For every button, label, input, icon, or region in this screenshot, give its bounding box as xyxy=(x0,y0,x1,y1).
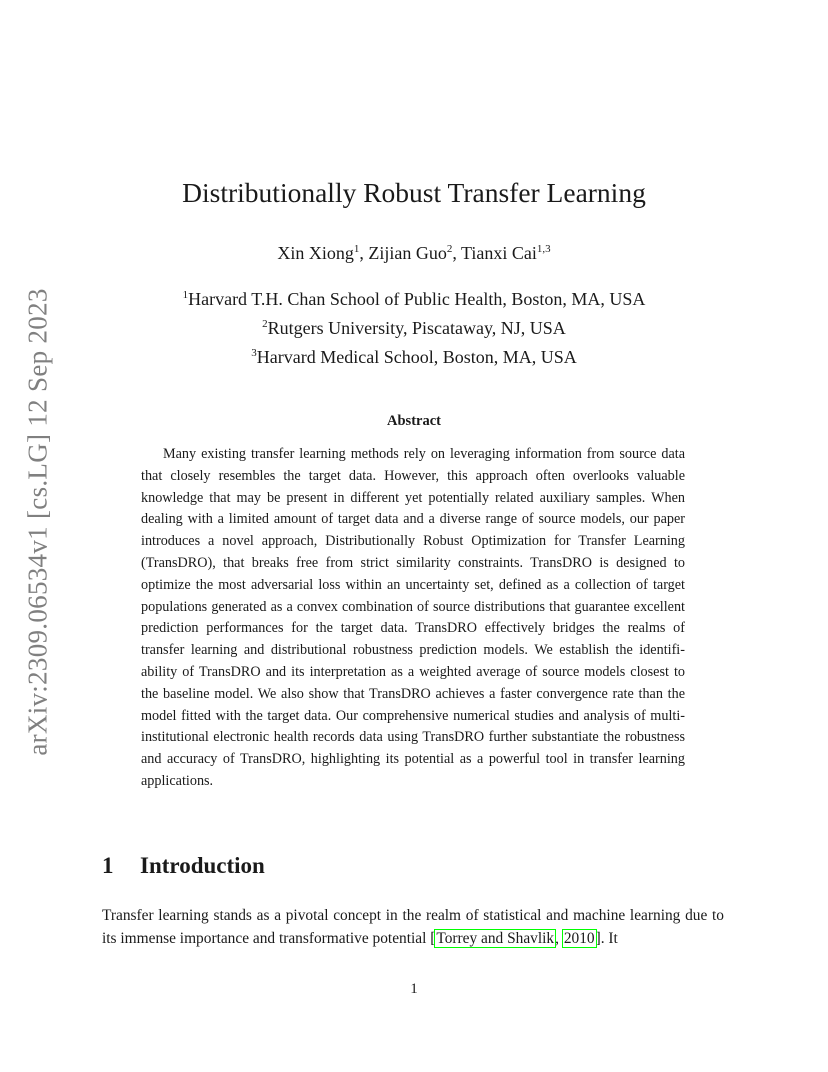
section-heading xyxy=(102,853,265,879)
affiliation-mark: 1 xyxy=(182,289,189,301)
author-separator: , xyxy=(359,243,369,263)
affiliation-line xyxy=(0,289,828,310)
page-number: 1 xyxy=(410,981,418,997)
section-title: Introduction xyxy=(140,853,265,878)
author-separator: , xyxy=(452,243,462,263)
abstract-heading: Abstract xyxy=(387,413,441,429)
affiliation-line xyxy=(0,318,828,339)
citation-separator: , xyxy=(555,930,563,947)
affiliation-mark: 3 xyxy=(251,347,257,359)
paragraph-text: Transfer learning stands as a pivotal concept in the realm of statistical and machine learning due to its immense importance and transformative potential [ xyxy=(102,907,724,947)
arxiv-identifier-stamp: arXiv:2309.06534v1 [cs.LG] 12 Sep 2023 xyxy=(22,288,53,756)
introduction-paragraph xyxy=(102,904,724,950)
affiliation-mark: 2 xyxy=(262,318,268,330)
affiliation-text: Harvard Medical School, Boston, MA, USA xyxy=(256,347,577,367)
affiliation-text: Harvard T.H. Chan School of Public Health, Boston, MA, USA xyxy=(188,289,646,309)
citation-link-authors[interactable]: Torrey and Shavlik xyxy=(436,930,555,947)
author-affiliation-mark: 1 xyxy=(353,243,360,255)
abstract-body: Many existing transfer learning methods rely on leveraging information from source data that closely resembles the target data. However, this approach often overlooks valuable knowledge that may be present in different yet potentially related auxiliary samples. When dealing with a limited amount of target data and a diverse range of source models, our paper introduces a novel approach, Distributionally Robust Optimization for Transfer Learning (TransDRO), that breaks free from strict similarity constraints. TransDRO is designed to optimize the most adversarial loss within an uncertainty set, defined as a collection of target populations generated as a convex combination of source distributions that guarantee excellent prediction performances for the target data. TransDRO effectively bridges the realms of transfer learning and distributional robustness prediction models. We establish the identifiability of TransDRO and its interpretation as a weighted average of source models closest to the baseline model. We also show that TransDRO achieves a faster convergence rate than the model fitted with the target data. Our comprehensive numerical studies and analysis of multi-institutional electronic health records data using TransDRO further substantiate the robustness and accuracy of TransDRO, highlighting its potential as a powerful tool in transfer learning applications. xyxy=(141,446,685,789)
author-list xyxy=(0,243,828,264)
author-affiliation-mark: 1,3 xyxy=(536,243,551,255)
affiliation-line xyxy=(0,347,828,368)
author-name: Tianxi Cai xyxy=(461,243,537,263)
affiliation-text: Rutgers University, Piscataway, NJ, USA xyxy=(267,318,566,338)
citation-link-year[interactable]: 2010 xyxy=(563,930,595,947)
section-number: 1 xyxy=(102,853,114,878)
paragraph-text: ]. It xyxy=(595,930,618,947)
author-name: Xin Xiong xyxy=(277,243,354,263)
author-name: Zijian Guo xyxy=(368,243,447,263)
paper-title: Distributionally Robust Transfer Learning xyxy=(182,177,646,208)
author-affiliation-mark: 2 xyxy=(446,243,453,255)
